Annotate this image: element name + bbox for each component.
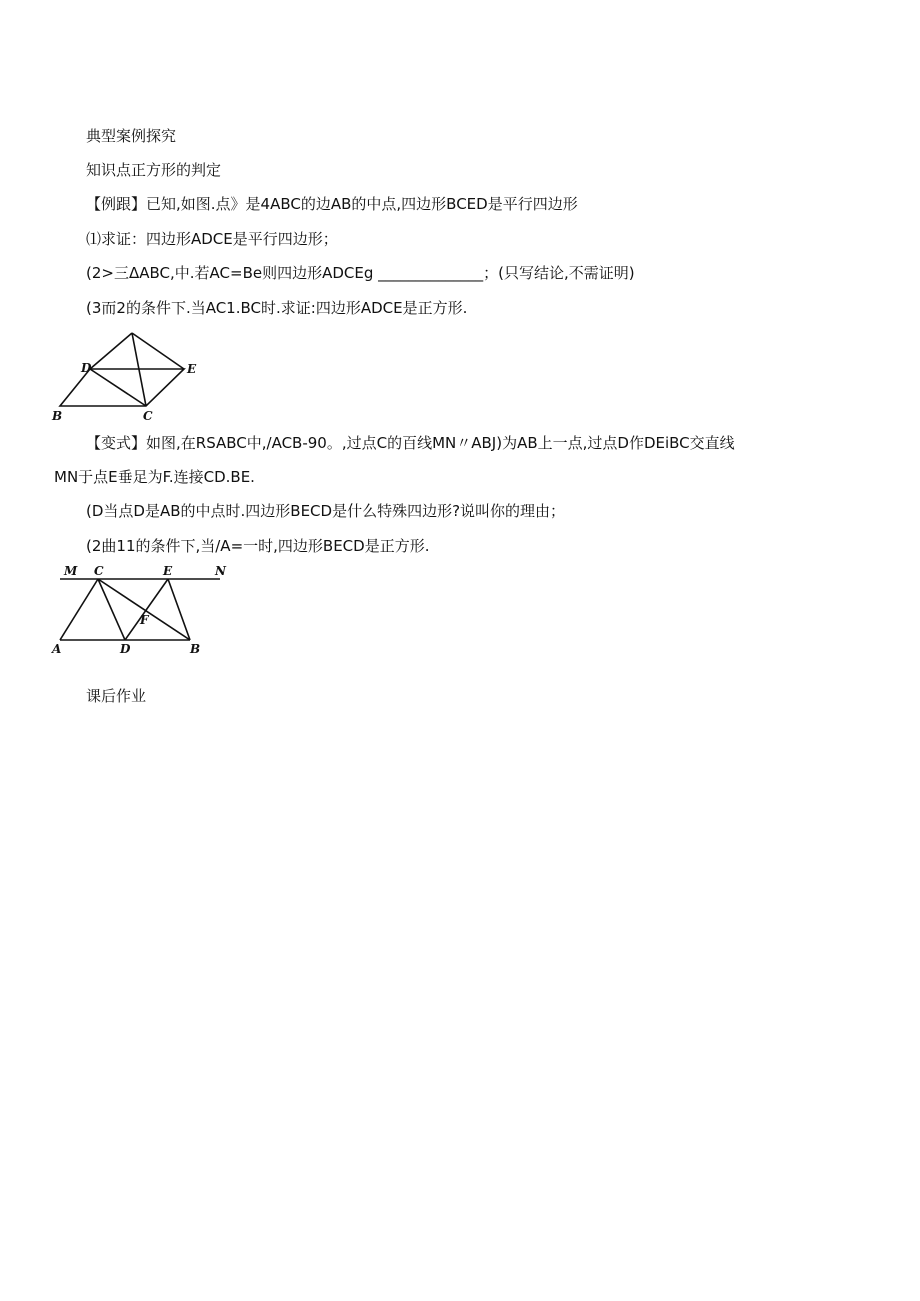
- variant-question-2: (2曲11的条件下,当/A=一时,四边形BECD是正方形.: [86, 537, 430, 555]
- section-title: 典型案例探究: [86, 127, 177, 145]
- label-b: B: [52, 409, 63, 423]
- example-question-1: ⑴求证：四边形ADCE是平行四边形；: [86, 230, 338, 248]
- segment-eb: [168, 579, 190, 640]
- label-d: D: [120, 642, 131, 656]
- segment-ae: [132, 333, 184, 369]
- label-e: E: [163, 564, 173, 578]
- label-d: D: [81, 361, 92, 375]
- label-e: E: [187, 362, 197, 376]
- segment-dc: [90, 369, 146, 406]
- knowledge-point-title: 知识点正方形的判定: [86, 161, 222, 179]
- label-c: C: [143, 409, 153, 423]
- variant-intro-line-1: 【变式】如图,在RSABC中,/ACB-90。,过点C的百线MN〃ABJ)为AB上一点,过点D作DEiBC交直线: [86, 434, 735, 452]
- label-a: A: [52, 642, 62, 656]
- example-question-2: (2>三ΔABC,中.若AC=Be则四边形ADCEg ______________；(只写结论,不需证明): [86, 264, 635, 282]
- example-intro: 【例跟】已知,如图.点》是4ABC的边AB的中点,四边形BCED是平行四边形: [86, 195, 578, 213]
- example-figure: [48, 328, 208, 426]
- variant-question-1: (D当点D是AB的中点时.四边形BECD是什么特殊四边形?说叫你的理由；: [86, 502, 566, 520]
- label-m: M: [64, 564, 78, 578]
- label-n: N: [215, 564, 226, 578]
- example-question-3: (3而2的条件下.当AC1.BC时.求证:四边形ADCE是正方形.: [86, 299, 468, 317]
- label-f: F: [140, 613, 149, 627]
- label-c: C: [94, 564, 104, 578]
- homework-title: 课后作业: [86, 687, 147, 705]
- label-b: B: [190, 642, 201, 656]
- segment-ad: [90, 333, 132, 369]
- segment-ca: [60, 579, 98, 640]
- variant-intro-line-2: MN于点E垂足为F.连接CD.BE.: [54, 468, 255, 486]
- parallelogram-bced: [60, 369, 184, 406]
- segment-de: [125, 579, 168, 640]
- variant-figure: [48, 562, 238, 658]
